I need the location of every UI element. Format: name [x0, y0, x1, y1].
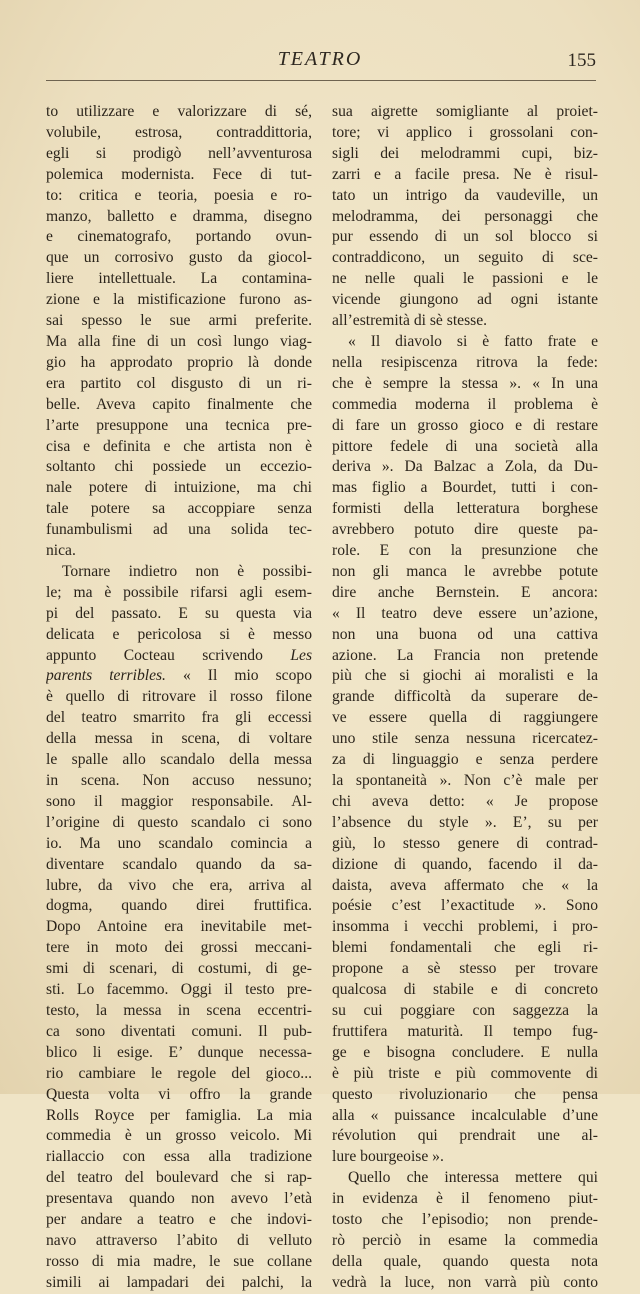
- text-line: uno stile senza nessuna ricercatez-: [332, 730, 598, 748]
- text-line: to utilizzare e valorizzare di sé,: [46, 103, 312, 120]
- text-line: smi di scenari, di costumi, di ge-: [46, 960, 312, 978]
- text-line: del teatro del boulevard che si rap-: [46, 1169, 312, 1187]
- text-line: [46, 666, 312, 687]
- text-line: simili ai lampadari dei palchi, la: [46, 1273, 312, 1291]
- text-line: za di linguaggio e senza perdere: [332, 751, 598, 769]
- text-line: volubile, estrosa, contraddittoria,: [46, 123, 312, 141]
- text-line: giù, lo stesso genere di contrad-: [332, 834, 598, 852]
- text-line: diventare scandalo quando da sa-: [46, 855, 312, 873]
- text-line: delicata e pericolosa si è messo: [46, 625, 312, 643]
- text-line: Dopo Antoine era inevitabile met-: [46, 918, 312, 936]
- text-line: to: critica e teoria, poesia e ro-: [46, 186, 312, 204]
- text-line: per andare a teatro e che indovi-: [46, 1211, 312, 1229]
- text-line: pur essendo di un sol blocco si: [332, 228, 598, 246]
- text-line: zione e la mistificazione furono as-: [46, 291, 312, 309]
- text-line: sono il maggior responsabile. Al-: [46, 792, 312, 810]
- text-line: rosso di mia madre, le sue collane: [46, 1252, 312, 1270]
- text-line: egli si prodigò nell’avventurosa: [46, 144, 312, 162]
- text-line: che è sempre la stessa ». « In una: [332, 374, 598, 392]
- text-line: formisti della letteratura borghese: [332, 500, 598, 518]
- text-line: nella resipiscenza ritrova la fede:: [332, 353, 598, 371]
- text-line: dire anche Bernstein. E ancora:: [332, 583, 598, 601]
- text-line: le spalle allo scandalo della messa: [46, 751, 312, 769]
- text-line: role. E con la presunzione che: [332, 542, 598, 560]
- header-rule: [46, 80, 596, 81]
- text-line: vicende giungono ad ogni istante: [332, 291, 598, 309]
- text-line: poésie c’est l’exactitude ». Sono: [332, 897, 598, 915]
- text-line: sti. Lo facemmo. Oggi il testo pre-: [46, 981, 312, 999]
- text-column-right: [332, 102, 598, 1294]
- text-line: tore; vi applico i grossolani con-: [332, 123, 598, 141]
- text-line: chi aveva detto: « Je propose: [332, 792, 598, 810]
- text-line: l’absence du style ». E’, su per: [332, 813, 598, 831]
- text-run: appunto Cocteau scrivendo: [46, 646, 263, 664]
- text-line: nica.: [46, 542, 76, 560]
- text-line: su cui poggiare con saggezza la: [332, 1001, 598, 1019]
- text-line: daista, aveva affermato che « la: [332, 876, 598, 894]
- text-line: dizione di quando, facendo il da-: [332, 855, 598, 873]
- text-line: Ma alla fine di un così lungo viag-: [46, 332, 312, 350]
- text-line: ve essere quella di raggiungere: [332, 709, 598, 727]
- text-line: testo, la messa in scena eccentri-: [46, 1001, 312, 1019]
- text-line: non una buona od una cattiva: [332, 625, 598, 643]
- text-line: Quello che interessa mettere qui: [348, 1169, 598, 1187]
- italic-title: parents terribles.: [46, 667, 166, 685]
- text-line: le; ma è possibile rifarsi agli esem-: [46, 583, 312, 601]
- text-line: è quello di ritrovare il rosso filone: [46, 688, 312, 706]
- text-line: « Il teatro deve essere un’azione,: [332, 604, 598, 622]
- text-line: pittore fedele di una società alla: [332, 437, 598, 455]
- text-line: navo attraverso l’abito di velluto: [46, 1231, 312, 1249]
- text-line: fruttifera maturità. Il tempo fug-: [332, 1022, 598, 1040]
- text-line: azione. La Francia non pretende: [332, 646, 598, 664]
- text-line: pi del passato. E su questa via: [46, 604, 312, 622]
- text-line: di fare un grosso gioco e di restare: [332, 416, 598, 434]
- text-line: non gli manca le avrebbe potute: [332, 562, 598, 580]
- text-line: que un corrosivo gusto da giocol-: [46, 249, 312, 267]
- text-line: lubre, da vivo che era, arriva al: [46, 876, 312, 894]
- text-line: e cinematografo, portando ovun-: [46, 228, 312, 246]
- text-line: commedia è un grosso veicolo. Mi: [46, 1127, 312, 1145]
- running-title: TEATRO: [277, 48, 363, 70]
- text-line: riallaccio con essa alla tradizione: [46, 1148, 312, 1166]
- text-line: zarri e a facile presa. Ne è risul-: [332, 165, 598, 183]
- text-line: tale potere sa accoppiare senza: [46, 500, 312, 518]
- italic-title: Les: [290, 646, 312, 664]
- text-line: ca sono diventati comuni. Il pub-: [46, 1022, 312, 1040]
- text-line: più che si giochi ai moralisti e la: [332, 667, 598, 685]
- text-line: in scena. Non accuso nessuno;: [46, 772, 312, 789]
- text-line: dogma, quando direi fruttifica.: [46, 897, 312, 915]
- text-line: propone a sè stesso per trovare: [332, 960, 598, 978]
- text-line: ge e bisogna concludere. E nulla: [332, 1043, 598, 1061]
- text-line: sua aigrette somigliante al proiet-: [332, 103, 598, 120]
- text-line: presentava quando non avevo l’età: [46, 1190, 312, 1208]
- text-line: Tornare indietro non è possibi-: [62, 562, 312, 580]
- text-line: qualcosa di stabile e di concreto: [332, 981, 598, 999]
- text-line: contraddicono, un seguito di sce-: [332, 249, 598, 267]
- text-line: l’origine di questo scandalo ci sono: [46, 813, 312, 831]
- text-line: ne nelle quali le passioni e le: [332, 270, 598, 288]
- text-line: Rolls Royce per famiglia. La mia: [46, 1106, 312, 1124]
- text-line: gio ha approdato proprio là donde: [46, 353, 312, 371]
- text-run: « Il mio scopo: [165, 667, 312, 685]
- page-number: 155: [567, 50, 596, 71]
- text-line: è più triste e più commovente di: [332, 1064, 598, 1082]
- text-line: liere intellettuale. La contamina-: [46, 270, 312, 288]
- text-line: la spontaneità ». Non c’è male per: [332, 772, 598, 789]
- text-line: lure bourgeoise ».: [332, 1148, 444, 1166]
- text-line: tosto che l’episodio; non prende-: [332, 1211, 598, 1229]
- text-line: révolution qui prendrait une al-: [332, 1127, 598, 1145]
- text-line: io. Ma uno scandalo comincia a: [46, 834, 312, 852]
- text-line: questo rivoluzionario che pensa: [332, 1085, 598, 1103]
- text-line: manzo, balletto e dramma, disegno: [46, 207, 312, 225]
- text-line: rò perciò in esame la commedia: [332, 1231, 598, 1249]
- text-line: vedrà la luce, non varrà più conto: [332, 1273, 598, 1291]
- text-line: insomma i vecchi problemi, i pro-: [332, 918, 598, 936]
- text-line: sai spesso le sue armi preferite.: [46, 312, 312, 330]
- text-line: funambulismi ad una solida tec-: [46, 521, 312, 539]
- text-line: cisa e definita e che artista non è: [46, 437, 312, 455]
- text-line: alla « puissance incalculable d’une: [332, 1106, 598, 1124]
- text-line: della quale, quando questa nota: [332, 1252, 598, 1270]
- text-line: polemica modernista. Fece di tut-: [46, 165, 312, 183]
- text-line: commedia moderna il problema è: [332, 395, 598, 413]
- text-line: Questa volta vi offro la grande: [46, 1085, 312, 1103]
- text-line: [46, 646, 312, 667]
- text-line: nale potere di intuizione, ma chi: [46, 479, 312, 497]
- text-line: blico li esige. E’ dunque necessa-: [46, 1043, 312, 1061]
- text-line: blemi fondamentali che egli ri-: [332, 939, 598, 957]
- text-line: del teatro smarrito fra gli eccessi: [46, 709, 312, 727]
- text-line: soltanto chi possiede un eccezio-: [46, 458, 312, 476]
- text-line: tato un intrigo da vaudeville, un: [332, 186, 598, 204]
- text-line: « Il diavolo si è fatto frate e: [348, 332, 598, 350]
- text-line: sigli dei melodrammi cupi, biz-: [332, 144, 598, 162]
- text-line: deriva ». Da Balzac a Zola, da Du-: [332, 458, 598, 476]
- text-line: tere in moto dei grossi meccani-: [46, 939, 312, 957]
- text-line: in evidenza è il fenomeno piut-: [332, 1190, 598, 1208]
- running-header: [0, 44, 640, 84]
- text-line: melodramma, dei personaggi che: [332, 207, 598, 225]
- text-line: grande difficoltà da superare de-: [332, 688, 598, 706]
- text-line: della messa in scena, di voltare: [46, 730, 312, 748]
- text-line: mas figlio a Bourdet, tutti i con-: [332, 479, 598, 497]
- text-line: era partito col disgusto di un ri-: [46, 374, 312, 392]
- text-line: avrebbero potuto dire queste pa-: [332, 521, 598, 539]
- text-line: all’estremità di sè stesse.: [332, 312, 488, 330]
- text-line: rio cambiare le regole del gioco...: [46, 1064, 312, 1082]
- text-line: l’arte presuppone una tecnica pre-: [46, 416, 312, 434]
- text-column-left: [46, 102, 312, 1294]
- text-line: belle. Aveva capito finalmente che: [46, 395, 312, 413]
